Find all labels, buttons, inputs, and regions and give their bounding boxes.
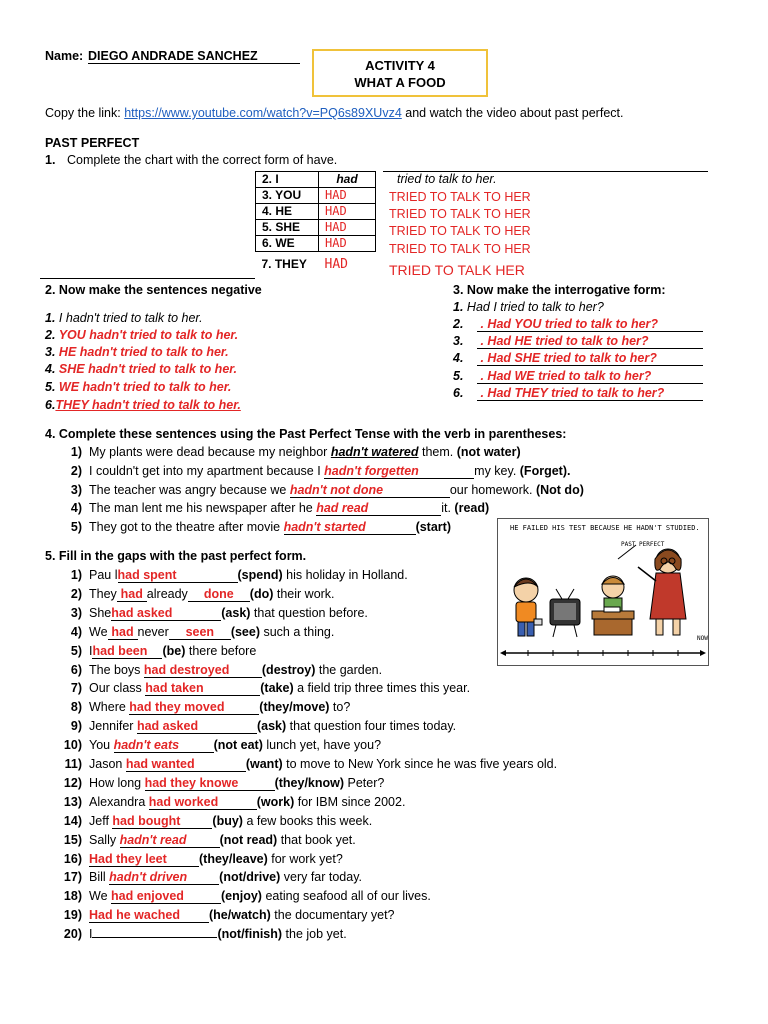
q4-item: [60, 520, 451, 535]
item-pre: I couldn't get into my apartment because I: [89, 464, 325, 478]
item-number: 5): [70, 520, 82, 534]
chart-row: [256, 236, 376, 252]
q2-item: [45, 311, 203, 325]
chart-row: [256, 204, 376, 220]
item-hint: (not/drive): [219, 870, 281, 885]
item-post: them.: [418, 445, 457, 459]
item-tail: his holiday in Holland.: [282, 568, 408, 582]
item-hint: (they/move): [259, 700, 330, 715]
answer-text: hadn't not done: [289, 483, 384, 497]
item-pre: The teacher was angry because we: [89, 483, 290, 497]
chart-subject: 4. HE: [256, 204, 319, 220]
item-number: 4.: [45, 362, 56, 376]
item-text: Had THEY tried to talk to her?: [487, 386, 665, 400]
answer-text: hadn't driven: [109, 870, 188, 885]
answer-text: had read: [316, 501, 369, 515]
chart-row: [256, 220, 376, 236]
item-text: SHE hadn't tried to talk to her.: [58, 362, 237, 376]
q3-item: 6. . Had THEY tried to talk to her?: [453, 386, 703, 401]
chart-rest: TRIED TO TALK TO HER: [389, 190, 531, 204]
chart-have: HAD: [319, 188, 376, 204]
item-tail: that question before.: [250, 605, 368, 620]
item-hint: (start): [415, 520, 451, 534]
answer-text: had taken: [145, 681, 204, 696]
item-pre: The boys: [89, 662, 144, 677]
item-hint: (buy): [212, 813, 243, 828]
item-pre: The man lent me his newspaper after he: [89, 501, 317, 515]
illustration: [497, 518, 709, 666]
chart-rest: TRIED TO TALK TO HER: [389, 207, 531, 221]
answer-text: had they moved: [129, 700, 225, 715]
chart-have: HAD: [319, 220, 376, 236]
item-text: Had WE tried to talk to her?: [487, 369, 652, 383]
chart-have: HAD: [324, 256, 348, 272]
answer-text-2: done: [203, 586, 234, 601]
item-hint: (be): [162, 643, 186, 658]
intro-line: [45, 106, 623, 120]
illustration-label-pp: PAST PERFECT: [621, 541, 665, 548]
item-number: 3.: [45, 345, 56, 359]
q5-item: [60, 719, 456, 734]
item-number: 8): [70, 700, 82, 715]
q5-item: [60, 814, 372, 829]
chart-subject: 3. YOU: [256, 188, 319, 204]
item-text: Had HE tried to talk to her?: [487, 334, 649, 348]
item-text: I hadn't tried to talk to her.: [58, 311, 203, 325]
answer-text: had been: [92, 643, 148, 658]
q1-instruction: [45, 153, 337, 167]
item-number: 1.: [453, 300, 464, 314]
q3-item: 4. . Had SHE tried to talk to her?: [453, 351, 703, 366]
item-number: 2): [70, 464, 82, 478]
answer-text: hadn't read: [119, 832, 187, 847]
chart-row: [256, 188, 376, 204]
q5-item: [60, 833, 356, 848]
answer-text: Had he wached: [89, 908, 180, 923]
item-number: 14): [63, 813, 82, 828]
q5-item: [60, 625, 334, 640]
chart-row: [256, 172, 376, 188]
item-number: 1): [70, 568, 82, 582]
q2-item: [45, 345, 229, 359]
item-pre: Our class: [89, 681, 146, 696]
q5-item: [60, 700, 350, 715]
item-pre: We: [89, 624, 108, 639]
item-hint: (they/leave): [199, 851, 268, 866]
answer-text: had worked: [148, 794, 219, 809]
item-hint: (want): [245, 757, 283, 771]
q5-item: [60, 644, 256, 659]
answer-text: Had they leet: [89, 851, 167, 866]
answer-text: had: [111, 624, 134, 639]
q4-item: [60, 483, 584, 498]
item-post: already: [146, 586, 188, 601]
item-post: it.: [441, 501, 455, 515]
item-hint: (enjoy): [221, 889, 262, 904]
item-number: 4): [70, 624, 82, 639]
name-value: DIEGO ANDRADE SANCHEZ: [88, 49, 300, 64]
item-tail: for work yet?: [267, 851, 343, 866]
item-text: Had I tried to talk to her?: [466, 300, 604, 314]
item-tail: for IBM since 2002.: [294, 794, 406, 809]
item-pre: We: [89, 889, 111, 904]
chart-subject: 2. I: [256, 172, 319, 188]
item-pre: My plants were dead because my neighbor: [89, 445, 331, 459]
item-hint: (he/watch): [209, 908, 271, 923]
item-number: 6.: [453, 386, 464, 400]
item-post: never: [137, 624, 169, 639]
q5-item: [60, 927, 347, 941]
item-tail: lunch yet, have you?: [262, 738, 382, 753]
chart-have: HAD: [319, 204, 376, 220]
q2-title: 2. Now make the sentences negative: [45, 283, 262, 297]
item-text: WE hadn't tried to talk to her.: [58, 380, 232, 394]
item-tail: to?: [329, 700, 351, 715]
item-number: 6): [70, 662, 82, 677]
have-chart: [255, 171, 376, 276]
item-post: my key.: [474, 464, 520, 478]
q5-item: [60, 681, 470, 696]
answer-text: had they knowe: [144, 775, 239, 790]
item-pre: Where: [89, 700, 130, 715]
item-hint: (Forget).: [519, 464, 571, 478]
item-pre: Alexandra: [89, 794, 149, 809]
illustration-drawing: [498, 519, 708, 665]
item-number: 19): [63, 908, 82, 923]
item-number: 4.: [453, 351, 464, 365]
item-pre: They: [89, 586, 117, 601]
item-hint: (read): [454, 501, 490, 515]
chart-subject: 6. WE: [256, 236, 319, 252]
intro-prefix: Copy the link:: [45, 106, 125, 120]
item-hint: (not water): [456, 445, 521, 459]
q4-title: 4. Complete these sentences using the Past Perfect Tense with the verb in parentheses:: [45, 427, 567, 441]
item-number: 18): [63, 889, 82, 904]
q5-item: [60, 568, 408, 583]
answer-text: had wanted: [125, 757, 195, 771]
q5-item: [60, 663, 382, 678]
item-hint: (not read): [219, 832, 278, 847]
answer-text: hadn't eats: [113, 738, 180, 753]
item-pre: She: [89, 605, 112, 620]
item-hint: (work): [256, 794, 295, 809]
item-number: 6.: [45, 398, 56, 412]
chart-row: [256, 252, 376, 277]
activity-title-box: [312, 49, 488, 97]
item-number: 1): [70, 445, 82, 459]
item-tail: such a thing.: [260, 624, 335, 639]
answer-text: hadn't forgetten: [324, 464, 419, 478]
item-tail: to move to New York since he was five years old.: [282, 757, 558, 771]
answer-text: had spent: [117, 568, 177, 582]
item-hint: (ask): [256, 719, 287, 734]
name-label: Name:: [45, 49, 84, 63]
item-number: 11): [64, 757, 82, 771]
q2-item: [45, 398, 241, 412]
item-number: 5.: [453, 369, 464, 383]
item-post: our homework.: [449, 483, 536, 497]
item-tail: a field trip three times this year.: [293, 681, 471, 696]
item-hint: (ask): [221, 605, 251, 620]
answer-text: had bought: [112, 813, 181, 828]
item-number: 15): [63, 832, 82, 847]
q5-item: [60, 852, 343, 867]
item-number: 2.: [45, 328, 56, 342]
item-number: 3): [70, 483, 82, 497]
item-tail: the documentary yet?: [270, 908, 395, 923]
item-pre: Bill: [89, 870, 110, 885]
answer-text: had: [120, 586, 143, 601]
item-hint: (destroy): [261, 662, 316, 677]
item-number: 20): [63, 927, 82, 942]
item-pre: Pau l: [89, 568, 118, 582]
item-number: 2.: [453, 317, 464, 331]
answer-text: hadn't watered: [330, 445, 419, 459]
item-pre: Jeff: [89, 813, 113, 828]
q3-item: 5. . Had WE tried to talk to her?: [453, 369, 703, 384]
item-tail: their work.: [273, 586, 335, 601]
item-pre: How long: [89, 775, 145, 790]
q5-item: [60, 776, 384, 791]
q4-item: [60, 464, 570, 479]
item-tail: very far today.: [280, 870, 363, 885]
video-link[interactable]: https://www.youtube.com/watch?v=PQ6s89XUvz4: [124, 106, 402, 120]
item-number: 2): [70, 586, 82, 601]
item-tail: eating seafood all of our lives.: [261, 889, 431, 904]
q1-number: 1.: [45, 153, 56, 167]
chart-rest: tried to talk to her.: [397, 172, 497, 186]
item-number: 5.: [45, 380, 56, 394]
chart-have: HAD: [319, 236, 376, 252]
item-pre: I: [89, 643, 93, 658]
item-tail: that book yet.: [277, 832, 356, 847]
item-pre: Jennifer: [89, 719, 137, 734]
item-pre: Jason: [89, 757, 126, 771]
q3-item: [453, 300, 604, 314]
q5-item: [60, 757, 557, 772]
item-pre: You: [89, 738, 114, 753]
item-pre: I: [89, 927, 93, 942]
item-number: 3): [70, 605, 82, 620]
chart-subject: 5. SHE: [256, 220, 319, 236]
item-text: YOU hadn't tried to talk to her.: [58, 328, 239, 342]
q2-item: [45, 362, 237, 376]
answer-text-2: seen: [185, 624, 215, 639]
answer-text: had enjoved: [111, 889, 184, 904]
item-pre: They got to the theatre after movie: [89, 520, 284, 534]
item-number: 3.: [453, 334, 464, 348]
illustration-label-now: NOW: [697, 635, 708, 642]
item-number: 10): [63, 738, 82, 753]
item-text: Had YOU tried to talk to her?: [487, 317, 659, 331]
item-number: 16): [63, 851, 82, 866]
item-hint: (do): [249, 586, 274, 601]
item-number: 12): [63, 775, 82, 790]
item-tail: Peter?: [344, 775, 385, 790]
item-number: 17): [63, 870, 82, 885]
q3-title: 3. Now make the interrogative form:: [453, 283, 666, 297]
item-hint: (take): [260, 681, 294, 696]
item-number: 13): [63, 794, 82, 809]
q5-item: [60, 795, 405, 810]
item-hint: (see): [230, 624, 260, 639]
answer-text: had destroyed: [143, 662, 230, 677]
item-hint: (spend): [237, 568, 283, 582]
item-tail: that question four times today.: [286, 719, 457, 734]
activity-subtitle: WHAT A FOOD: [354, 75, 446, 90]
item-hint: (Not do): [535, 483, 584, 497]
intro-suffix: and watch the video about past perfect.: [401, 106, 624, 120]
item-number: 1.: [45, 311, 56, 325]
chart-rest: TRIED TO TALK TO HER: [389, 224, 531, 238]
q3-item: 2. . Had YOU tried to talk to her?: [453, 317, 703, 332]
q3-item: 3. . Had HE tried to talk to her?: [453, 334, 703, 349]
item-number: 7): [70, 681, 82, 696]
chart-have: had: [319, 172, 376, 188]
illustration-caption: HE FAILED HIS TEST BECAUSE HE HADN'T STUDIED.: [510, 524, 700, 532]
chart-rest: TRIED TO TALK HER: [389, 262, 525, 278]
item-number: 4): [70, 501, 82, 515]
q4-item: [60, 501, 489, 516]
item-hint: (not/finish): [217, 927, 283, 942]
answer-text: hadn't started: [283, 520, 366, 534]
item-text: Had SHE tried to talk to her?: [487, 351, 657, 365]
item-tail: there before: [185, 643, 257, 658]
item-tail: the job yet.: [282, 927, 347, 942]
q5-title: 5. Fill in the gaps with the past perfect form.: [45, 549, 307, 563]
item-number: 9): [70, 719, 82, 734]
q5-item: [60, 870, 362, 885]
item-number: 5): [70, 643, 82, 658]
q4-item: [60, 445, 521, 459]
q1-text: Complete the chart with the correct form of have.: [67, 153, 338, 167]
q5-item: [60, 889, 431, 904]
item-hint: (they/know): [274, 775, 345, 790]
item-tail: a few books this week.: [242, 813, 373, 828]
item-tail: the garden.: [315, 662, 383, 677]
item-pre: Sally: [89, 832, 120, 847]
q2-item: [45, 328, 238, 342]
chart-rest: TRIED TO TALK TO HER: [389, 242, 531, 256]
item-text: THEY hadn't tried to talk to her.: [55, 398, 241, 412]
answer-text: had asked: [111, 605, 173, 620]
q5-item: [60, 606, 368, 621]
q5-item: [60, 587, 335, 602]
q5-item: [60, 738, 381, 753]
item-text: HE hadn't tried to talk to her.: [58, 345, 229, 359]
section-title: PAST PERFECT: [45, 136, 140, 150]
q2-item: [45, 380, 231, 394]
q5-item: [60, 908, 395, 923]
chart-subject: 7. THEY: [261, 256, 307, 271]
activity-title: ACTIVITY 4: [365, 58, 435, 73]
item-hint: (not eat): [213, 738, 263, 753]
chart-bottom-line: [40, 278, 255, 279]
answer-text: had asked: [136, 719, 199, 734]
